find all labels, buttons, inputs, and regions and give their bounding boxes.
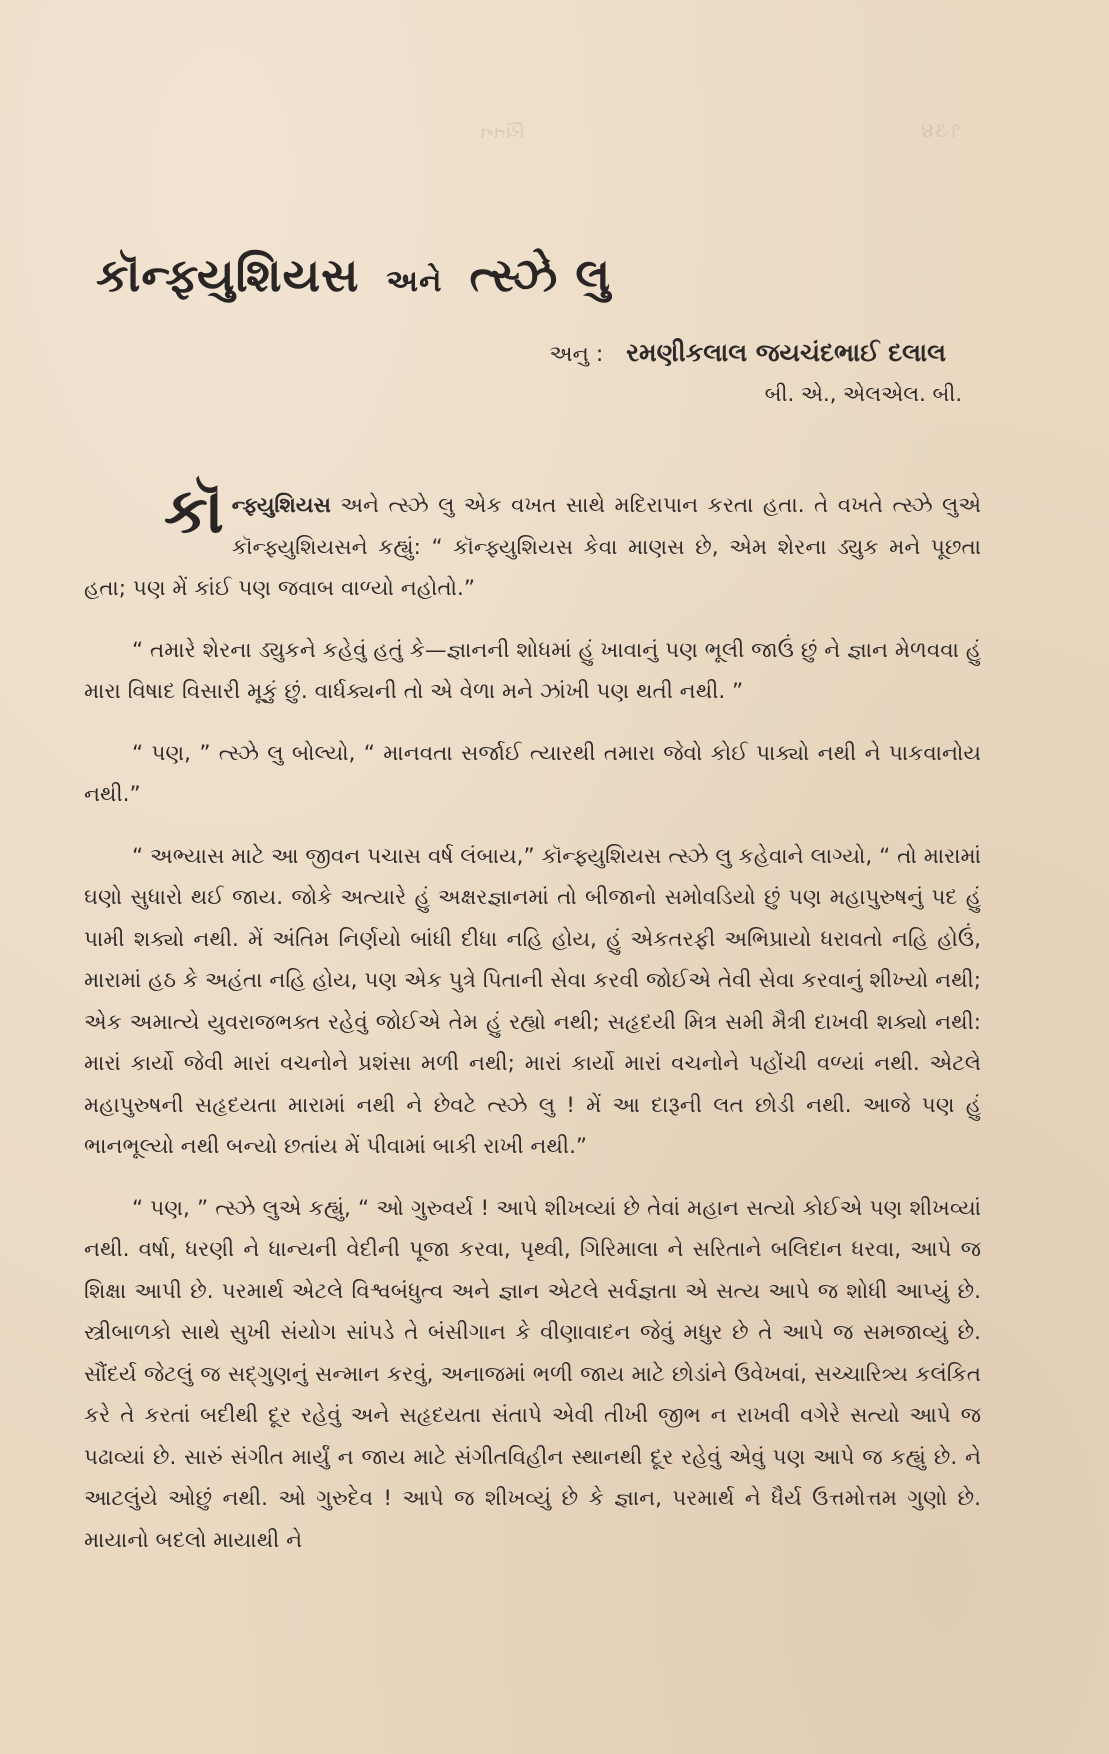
paragraph-1-text: અને ત્સ્ઝે લુ એક વખત સાથે મદિરાપાન કરતા હતા. તે વખતે ત્સ્ઝે લુએ કૉન્ફ્યુશિયસને કહ્યું: “ કૉન્ફ્યુશિયસ કેવા માણસ છે, એમ શેરના ડ્યુક મને પૂછતા હતા; પણ મેં કાંઈ પણ જવાબ વાળ્યો નહોતો.”: [84, 493, 981, 601]
translator-degree: બી. એ., એલએલ. બી.: [764, 382, 962, 406]
paragraph-4: “ અભ્યાસ માટે આ જીવન પચાસ વર્ષ લંબાય,” કૉન્ફ્યુશિયસ ત્સ્ઝે લુ કહેવાને લાગ્યો, “ તો મારામાં ઘણો સુધારો થઈ જાય. જોકે અત્યારે હું અક્ષરજ્ઞાનમાં તો બીજાનો સમોવડિયો છું પણ મહાપુરુષનું પદ હું પામી શક્યો નથી. મેં અંતિમ નિર્ણયો બાંધી દીધા નહિ હોય, હું એકતરફી અભિપ્રાયો ધરાવતો નહિ હોઉં, મારામાં હઠ કે અહંતા નહિ હોય, પણ એક પુત્રે પિતાની સેવા કરવી જોઈએ તેવી સેવા કરવાનું શીખ્યો નથી; એક અમાત્યે યુવરાજભક્ત રહેવું જોઈએ તેમ હું રહ્યો નથી; સહૃદયી મિત્ર સમી મૈત્રી દાખવી શક્યો નથી: મારાં કાર્યો જેવી મારાં વચનોને પ્રશંસા મળી નથી; મારાં કાર્યો મારાં વચનોને પહોંચી વળ્યાં નથી. એટલે મહાપુરુષની સહૃદયતા મારામાં નથી ને છેવટે ત્સ્ઝે લુ ! મેં આ દારૂની લત છોડી નથી. આજે પણ હું ભાનભૂલ્યો નથી બન્યો છતાંય મેં પીવામાં બાકી રાખી નથી.”: [84, 843, 981, 1159]
title-conjunction: અને: [386, 264, 443, 299]
translator-name: રમણીકલાલ જયચંદભાઈ દલાલ: [626, 338, 946, 367]
drop-cap: કૉ: [164, 474, 224, 547]
first-lead-word: ન્ફ્યુશિયસ: [231, 493, 331, 518]
page-number-bleedthrough: ૧૩૪: [919, 118, 961, 142]
translator-prefix: અનુ :: [549, 342, 604, 367]
title-part1: કૉન્ફ્યુશિયસ: [96, 248, 360, 302]
article-title: [96, 248, 611, 304]
article-body: [84, 474, 981, 1581]
paragraph-1: [84, 474, 981, 610]
translator-line: [549, 338, 946, 368]
paragraph-2: “ તમારે શેરના ડ્યુકને કહેવું હતું કે—જ્ઞાનની શોધમાં હું ખાવાનું પણ ભૂલી જાઉં છું ને જ્ઞાન મેળવવા હું મારા વિષાદ વિસારી મૂકું છું. વાર્ધક્યની તો એ વેળા મને ઝાંખી પણ થતી નથી. ”: [84, 637, 981, 704]
running-header-bleedthrough: ચિંતન: [480, 122, 524, 143]
paragraph-3: “ પણ, ” ત્સ્ઝે લુ બોલ્યો, “ માનવતા સર્જાઈ ત્યારથી તમારા જેવો કોઈ પાક્યો નથી ને પાકવાનોય નથી.”: [84, 740, 981, 807]
title-part2: ત્સ્ઝે લુ: [469, 248, 612, 302]
paragraph-5: “ પણ, ” ત્સ્ઝે લુએ કહ્યું, “ ઓ ગુરુવર્ય ! આપે શીખવ્યાં છે તેવાં મહાન સત્યો કોઈએ પણ શીખવ્યાં નથી. વર્ષા, ધરણી ને ધાન્યની વેદીની પૂજા કરવા, પૃથ્વી, ગિરિમાલા ને સરિતાને બલિદાન ધરવા, આપે જ શિક્ષા આપી છે. પરમાર્થ એટલે વિશ્વબંધુત્વ અને જ્ઞાન એટલે સર્વજ્ઞતા એ સત્ય આપે જ શોધી આપ્યું છે. સ્ત્રીબાળકો સાથે સુખી સંયોગ સાંપડે તે બંસીગાન કે વીણાવાદન જેવું મધુર છે તે આપે જ સમજાવ્યું છે. સૌંદર્ય જેટલું જ સદ્ગુણનું સન્માન કરવું, અનાજમાં ભળી જાય માટે છોડાંને ઉવેખવાં, સચ્ચારિત્ર્ય કલંકિત કરે તે કરતાં બદીથી દૂર રહેવું અને સહૃદયતા સંતાપે એવી તીખી જીભ ન રાખવી વગેરે સત્યો આપે જ પઢાવ્યાં છે. સારું સંગીત માર્યું ન જાય માટે સંગીતવિહીન સ્થાનથી દૂર રહેવું એવું પણ આપે જ કહ્યું છે. ને આટલુંયે ઓછું નથી. ઓ ગુરુદેવ ! આપે જ શીખવ્યું છે કે જ્ઞાન, પરમાર્થ ને ધૈર્ય ઉત્તમોત્તમ ગુણો છે. માયાનો બદલો માયાથી ને: [84, 1195, 981, 1553]
